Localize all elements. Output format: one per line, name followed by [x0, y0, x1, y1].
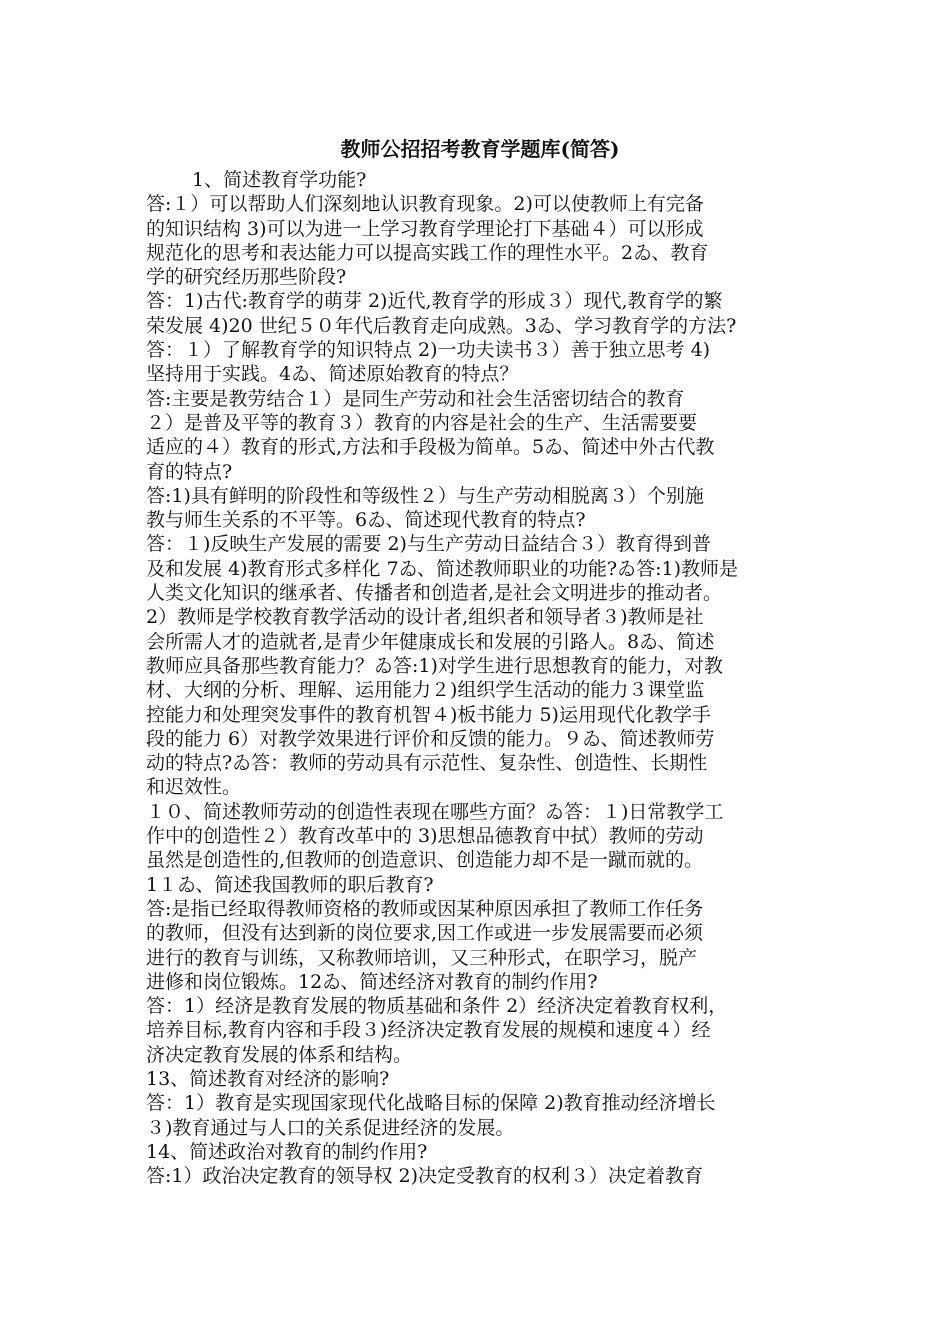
text-line: 材、大纲的分析、理解、运用能力２)组织学生活动的能力３课堂监	[146, 679, 705, 702]
text-line: 答：１)反映生产发展的需要 2)与生产劳动日益结合３）教育得到普	[146, 533, 711, 556]
text-line: 动的特点?ゐ答：教师的劳动具有示范性、复杂性、创造性、长期性	[146, 752, 708, 775]
text-line: 教与师生关系的不平等。6ゐ、简述现代教育的特点?	[146, 509, 586, 532]
text-line: 进修和岗位锻炼。12ゐ、简述经济对教育的制约作用?	[146, 970, 598, 993]
text-line: 适应的４）教育的形式,方法和手段极为简单。5ゐ、简述中外古代教	[146, 436, 715, 459]
text-line: 2）教师是学校教育教学活动的设计者,组织者和领导者３)教师是社	[146, 606, 704, 629]
text-line: 及和发展 4)教育形式多样化 7ゐ、简述教师职业的功能?ゐ答:1)教师是	[146, 557, 738, 580]
document-page	[146, 136, 814, 1188]
text-line: 学的研究经历那些阶段?	[146, 266, 347, 289]
document-body	[146, 168, 814, 1188]
text-line: 济决定教育发展的体系和结构。	[146, 1043, 413, 1066]
text-line: 的知识结构 3)可以为进一上学习教育学理论打下基础４）可以形成	[146, 217, 704, 240]
text-line: 13、简述教育对经济的影响?	[146, 1067, 390, 1090]
text-line: ３)教育通过与人口的关系促进经济的发展。	[146, 1116, 515, 1139]
text-line: 虽然是创造性的,但教师的创造意识、创造能力却不是一蹴而就的。	[146, 849, 704, 872]
text-line: 答：1)古代:教育学的萌芽 2)近代,教育学的形成３）现代,教育学的繁	[146, 290, 723, 313]
text-line: 作中的创造性２）教育改革中的 3)思想品德教育中拭）教师的劳动	[146, 825, 704, 848]
text-line: 人类文化知识的继承者、传播者和创造者,是社会文明进步的推动者。	[146, 582, 723, 605]
text-line: 1、简述教育学功能?	[192, 169, 367, 191]
text-line: 控能力和处理突发事件的教育机智４)板书能力 5)运用现代化教学手	[146, 703, 711, 726]
text-line: 坚持用于实践。4ゐ、简述原始教育的特点？	[146, 363, 519, 386]
text-line: 答：１）了解教育学的知识特点 2)一功夫读书３）善于独立思考 4)	[146, 339, 711, 362]
text-line: ２）是普及平等的教育３）教育的内容是社会的生产、生活需要要	[146, 411, 698, 434]
text-line: 答:1）政治决定教育的领导权 2)决定受教育的权利３）决定着教育	[146, 1165, 704, 1188]
text-line: 规范化的思考和表达能力可以提高实践工作的理性水平。2ゐ、教育	[146, 241, 709, 264]
text-line: 1１ゐ、简述我国教师的职后教育?	[146, 873, 434, 896]
text-line: 答:主要是教劳结合１）是同生产劳动和社会生活密切结合的教育	[146, 387, 685, 410]
text-line: 答：1）经济是教育发展的物质基础和条件 2）经济决定着教育权利，	[146, 995, 728, 1018]
text-line: 答：1）教育是实现国家现代化战略目标的保障 2)教育推动经济增长	[146, 1092, 716, 1115]
text-line: 段的能力 6）对教学效果进行评价和反馈的能力。９ゐ、简述教师劳	[146, 727, 715, 750]
text-line: 14、简述政治对教育的制约作用?	[146, 1140, 428, 1163]
text-line: 和迟效性。	[146, 776, 242, 799]
text-line: 荣发展 4)20 世纪５０年代后教育走向成熟。3ゐ、学习教育学的方法?	[146, 314, 737, 337]
text-line: 答:１）可以帮助人们深刻地认识教育现象。2)可以使教师上有完备	[146, 193, 704, 216]
text-line: 教师应具备那些教育能力？ゐ答:1)对学生进行思想教育的能力，对教	[146, 654, 723, 677]
text-line: 进行的教育与训练，又称教师培训，又三种形式，在职学习，脱产	[146, 946, 698, 969]
text-line: 答:1)具有鲜明的阶段性和等级性２）与生产劳动相脱离３）个别施	[146, 484, 704, 507]
text-line: 的教师，但没有达到新的岗位要求,因工作或进一步发展需要而必须	[146, 922, 704, 945]
text-line: 培养目标,教育内容和手段３)经济决定教育发展的规模和速度４）经	[146, 1019, 711, 1042]
text-line: 会所需人才的造就者,是青少年健康成长和发展的引路人。8ゐ、简述	[146, 630, 715, 653]
text-line: 答:是指已经取得教师资格的教师或因某种原因承担了教师工作任务	[146, 897, 704, 920]
text-line: １０、简述教师劳动的创造性表现在哪些方面？ゐ答：１)日常教学工	[146, 800, 724, 823]
document-title: 教师公招招考教育学题库(简答)	[340, 137, 620, 161]
text-line: 育的特点?	[146, 460, 233, 483]
